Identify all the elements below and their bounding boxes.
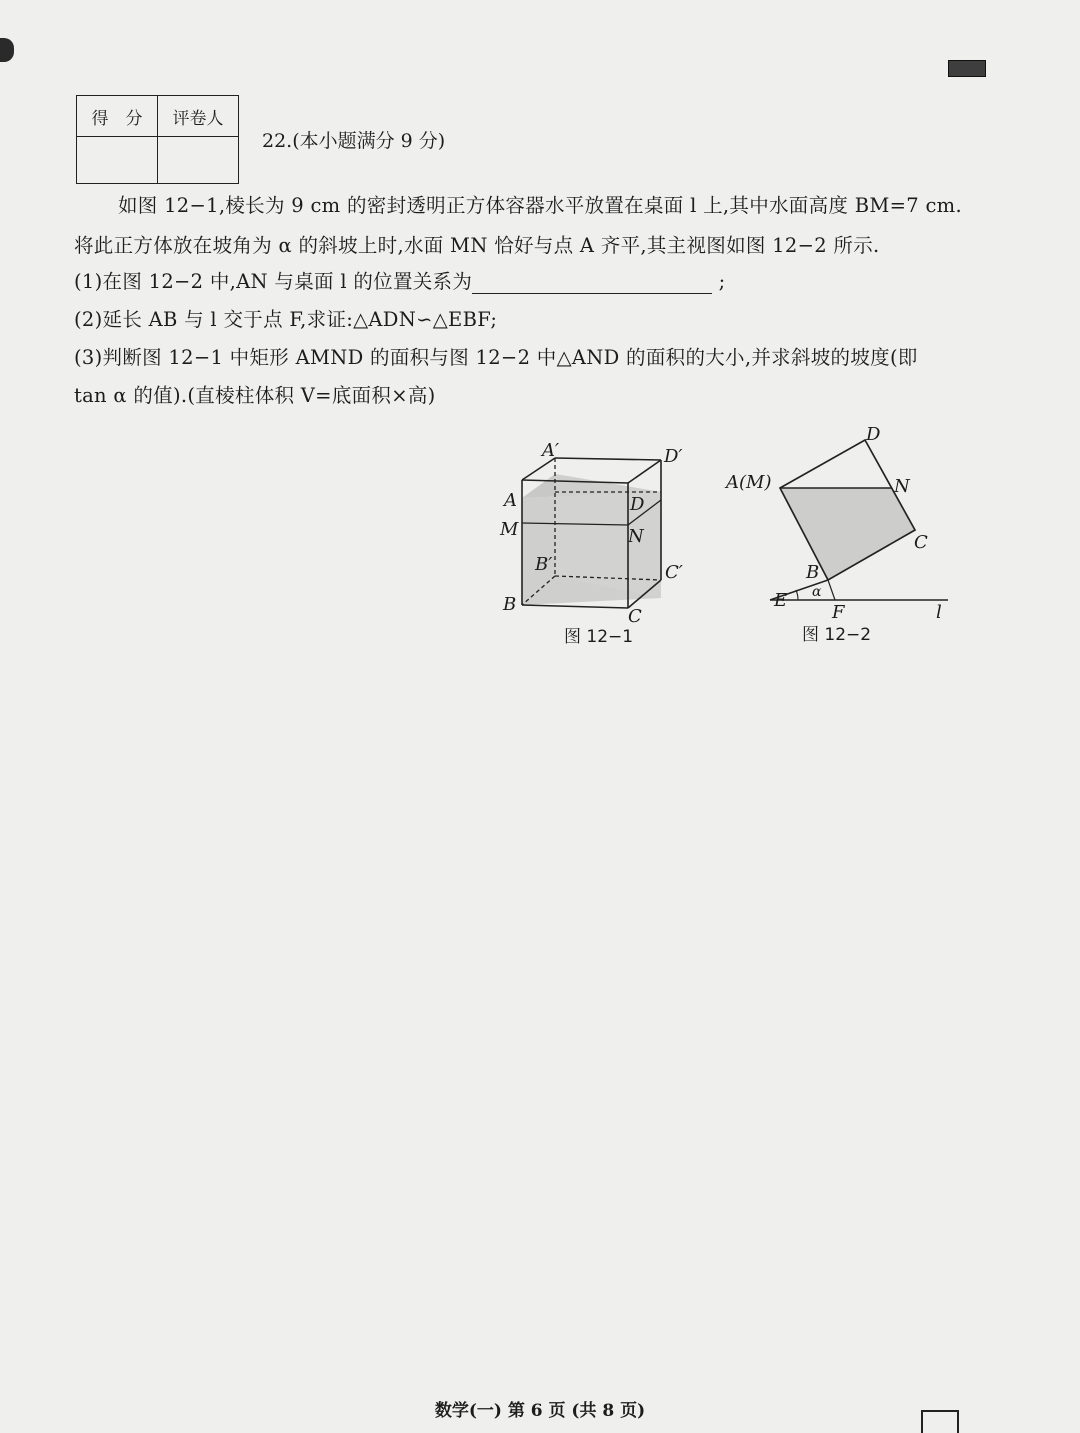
part-1-text: (1)在图 12−2 中,AN 与桌面 l 的位置关系为 — [74, 270, 473, 293]
score-header: 得 分 — [77, 96, 158, 137]
top-black-mark — [948, 60, 986, 77]
label-n2: N — [894, 476, 910, 497]
score-cell — [77, 137, 158, 184]
label-c-prime: C′ — [665, 562, 683, 583]
label-c2: C — [914, 532, 928, 553]
label-a: A — [504, 490, 517, 511]
part-3-line-1: (3)判断图 12−1 中矩形 AMND 的面积与图 12−2 中△AND 的面积的大小,并求斜坡的坡度(即 — [74, 346, 918, 369]
caption-12-1: 图 12−1 — [564, 627, 634, 647]
part-1-suffix: ; — [718, 270, 726, 293]
edge-aprime-a-top — [522, 458, 555, 480]
figure-12-1 — [490, 430, 700, 650]
figure-12-2 — [720, 420, 960, 650]
grader-cell — [158, 137, 239, 184]
label-am: A(M) — [726, 472, 772, 493]
label-c: C — [628, 606, 642, 627]
label-n: N — [628, 526, 644, 547]
part-1 — [74, 266, 726, 294]
caption-12-2: 图 12−2 — [802, 625, 872, 645]
question-header: 22.(本小题满分 9 分) — [262, 130, 446, 152]
label-a-prime: A′ — [542, 440, 560, 461]
label-b-prime: B′ — [535, 554, 553, 575]
intro-line-2: 将此正方体放在坡角为 α 的斜坡上时,水面 MN 恰好与点 A 齐平,其主视图如图 12−2 所示. — [74, 234, 880, 257]
bottom-corner-box — [921, 1410, 959, 1433]
answer-blank — [472, 275, 712, 294]
edge-aprime-dprime — [555, 458, 661, 460]
label-b: B — [503, 594, 517, 615]
part-3-line-2: tan α 的值).(直棱柱体积 V=底面积×高) — [74, 384, 436, 407]
label-d: D — [630, 494, 645, 515]
grader-header: 评卷人 — [158, 96, 239, 137]
label-d-prime: D′ — [664, 446, 683, 467]
page-corner-mark — [0, 38, 14, 62]
intro-line-1: 如图 12−1,棱长为 9 cm 的密封透明正方体容器水平放置在桌面 l 上,其中水面高度 BM=7 cm. — [118, 194, 962, 217]
edge-b-c — [522, 605, 628, 608]
segment-bf — [828, 580, 835, 600]
label-b2: B — [806, 562, 820, 583]
alpha-arc — [796, 590, 798, 600]
label-f: F — [832, 602, 845, 623]
edge-dprime-d — [628, 460, 661, 483]
scoring-table — [76, 95, 239, 184]
label-e: E — [774, 590, 788, 611]
part-2: (2)延长 AB 与 l 交于点 F,求证:△ADN∽△EBF; — [74, 308, 498, 331]
label-l: l — [936, 602, 942, 623]
water-region — [780, 488, 915, 580]
label-d2: D — [866, 424, 881, 445]
label-m: M — [500, 519, 519, 540]
label-alpha: α — [812, 584, 822, 600]
page-footer: 数学(一) 第 6 页 (共 8 页) — [434, 1401, 646, 1421]
